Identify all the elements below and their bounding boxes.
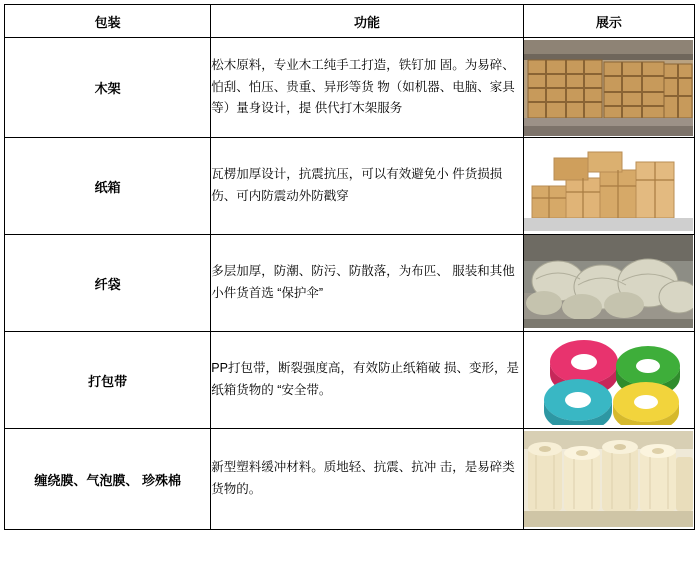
cell-function-text: 多层加厚，防潮、防污、防散落，为布匹、 服装和其他小件货首选 “保护伞” bbox=[211, 235, 523, 332]
cell-display-image bbox=[523, 332, 694, 429]
packing-straps-photo bbox=[524, 332, 693, 428]
table-row bbox=[5, 429, 695, 530]
cell-function-text: 新型塑料缓冲材料。质地轻、抗震、抗冲 击，是易碎类货物的。 bbox=[211, 429, 523, 530]
cell-display-image bbox=[523, 429, 694, 530]
cell-display-image bbox=[523, 138, 694, 235]
stretch-film-rolls-photo bbox=[524, 431, 693, 527]
cell-packaging-name: 打包带 bbox=[5, 332, 211, 429]
table-row bbox=[5, 235, 695, 332]
wooden-crate-photo bbox=[524, 40, 693, 136]
cell-packaging-name: 纤袋 bbox=[5, 235, 211, 332]
carton-boxes-photo bbox=[524, 138, 693, 234]
table-row bbox=[5, 332, 695, 429]
table-header bbox=[5, 5, 695, 38]
column-header-packaging: 包装 bbox=[5, 5, 211, 38]
cell-function-text: 松木原料，专业木工纯手工打造，铁钉加 固。为易碎、怕刮、怕压、贵重、异形等货 物（如机器、电脑、家具等）量身设计，提 供代打木架服务 bbox=[211, 38, 523, 138]
table-body bbox=[5, 38, 695, 530]
cell-function-text: PP打包带，断裂强度高，有效防止纸箱破 损、变形，是纸箱货物的 “安全带。 bbox=[211, 332, 523, 429]
table-row bbox=[5, 38, 695, 138]
woven-bags-photo bbox=[524, 235, 693, 331]
table-header-row bbox=[5, 5, 695, 38]
cell-function-text: 瓦楞加厚设计，抗震抗压，可以有效避免小 件货损损伤、可内防震动外防戳穿 bbox=[211, 138, 523, 235]
cell-display-image bbox=[523, 38, 694, 138]
cell-packaging-name: 木架 bbox=[5, 38, 211, 138]
column-header-display: 展示 bbox=[523, 5, 694, 38]
cell-packaging-name: 纸箱 bbox=[5, 138, 211, 235]
table-row bbox=[5, 138, 695, 235]
column-header-function: 功能 bbox=[211, 5, 523, 38]
cell-display-image bbox=[523, 235, 694, 332]
cell-packaging-name: 缠绕膜、气泡膜、 珍殊棉 bbox=[5, 429, 211, 530]
packaging-table bbox=[4, 4, 695, 530]
